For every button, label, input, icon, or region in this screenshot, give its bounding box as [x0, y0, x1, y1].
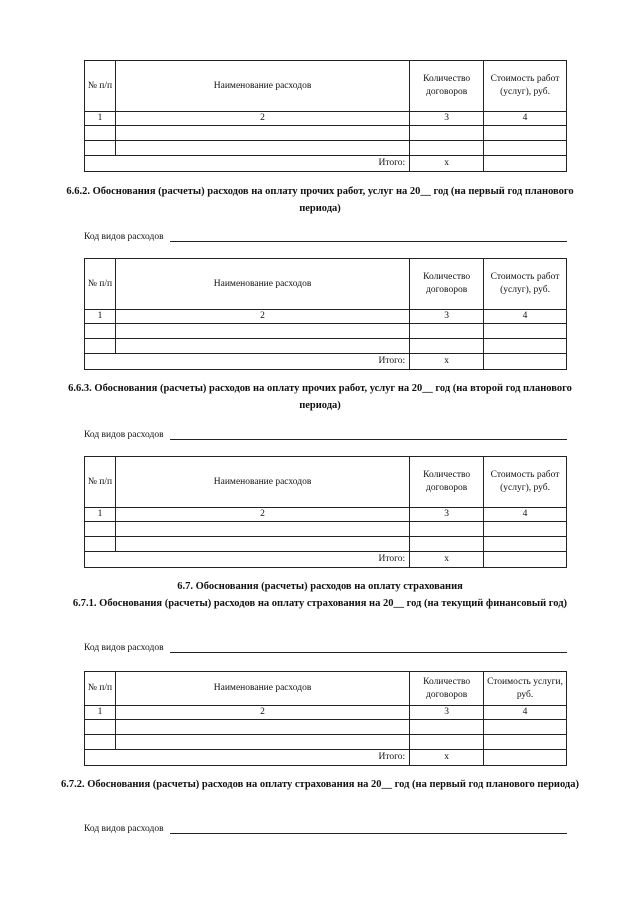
table-row — [85, 536, 567, 551]
col-header-name: Наименование расходов — [115, 672, 409, 706]
expense-code-label: Код видов расходов — [84, 824, 164, 834]
col-header-cost: Стоимость услуги, руб. — [484, 672, 567, 706]
col-number: 2 — [115, 508, 409, 522]
col-number: 4 — [484, 310, 567, 324]
col-header-num: № п/п — [85, 259, 116, 310]
expense-code-label: Код видов расходов — [84, 430, 164, 440]
col-number: 2 — [115, 112, 409, 126]
table-row — [85, 125, 567, 140]
expenses-table-3 — [84, 456, 567, 568]
expenses-table-1 — [84, 60, 567, 172]
total-label: Итого: — [115, 551, 409, 567]
table-row — [85, 521, 567, 536]
col-number: 1 — [85, 508, 116, 522]
total-label: Итого: — [115, 749, 409, 765]
expense-code-field — [84, 824, 164, 834]
section-heading-6-6-2: 6.6.2. Обоснования (расчеты) расходов на оплату прочих работ, услуг на 20__ год (на первый год планового периода) — [66, 186, 574, 214]
col-number: 4 — [484, 508, 567, 522]
col-number: 4 — [484, 706, 567, 720]
col-number: 3 — [410, 310, 484, 324]
total-mark: x — [410, 155, 484, 171]
expense-code-underline — [170, 241, 567, 242]
table-header-row — [85, 61, 567, 112]
table-row — [85, 140, 567, 155]
column-number-row — [85, 310, 567, 324]
expense-code-field — [84, 430, 164, 440]
col-number: 1 — [85, 112, 116, 126]
section-heading-6-7-1: 6.7.1. Обоснования (расчеты) расходов на оплату страхования на 20__ год (на текущий финансовый год) — [72, 598, 568, 609]
total-label: Итого: — [115, 353, 409, 369]
total-label: Итого: — [115, 155, 409, 171]
total-row — [85, 551, 567, 567]
col-number: 1 — [85, 310, 116, 324]
total-row — [85, 749, 567, 765]
expenses-table-4 — [84, 671, 567, 766]
col-number: 4 — [484, 112, 567, 126]
col-header-name: Наименование расходов — [115, 61, 409, 112]
expense-code-underline — [170, 833, 567, 834]
col-header-num: № п/п — [85, 457, 116, 508]
expense-code-underline — [170, 439, 567, 440]
section-heading-6-7: 6.7. Обоснования (расчеты) расходов на оплату страхования — [177, 581, 463, 592]
col-header-count: Количество договоров — [410, 61, 484, 112]
total-mark: x — [410, 551, 484, 567]
column-number-row — [85, 706, 567, 720]
section-heading-6-7-2: 6.7.2. Обоснования (расчеты) расходов на оплату страхования на 20__ год (на первый год планового периода) — [60, 779, 579, 790]
total-mark: x — [410, 749, 484, 765]
total-row — [85, 353, 567, 369]
expense-code-field — [84, 232, 164, 242]
col-header-cost: Стоимость работ (услуг), руб. — [484, 61, 567, 112]
col-header-num: № п/п — [85, 672, 116, 706]
table-header-row — [85, 259, 567, 310]
col-number: 2 — [115, 310, 409, 324]
col-number: 3 — [410, 112, 484, 126]
expense-code-label: Код видов расходов — [84, 643, 164, 653]
expenses-table-2 — [84, 258, 567, 370]
table-header-row — [85, 457, 567, 508]
col-header-count: Количество договоров — [410, 672, 484, 706]
column-number-row — [85, 508, 567, 522]
section-heading-6-6-3: 6.6.3. Обоснования (расчеты) расходов на оплату прочих работ, услуг на 20__ год (на второй год планового периода) — [68, 383, 572, 411]
col-header-cost: Стоимость работ (услуг), руб. — [484, 259, 567, 310]
col-header-cost: Стоимость работ (услуг), руб. — [484, 457, 567, 508]
col-number: 1 — [85, 706, 116, 720]
table-header-row — [85, 672, 567, 706]
col-number: 3 — [410, 706, 484, 720]
col-header-count: Количество договоров — [410, 259, 484, 310]
total-row — [85, 155, 567, 171]
total-mark: x — [410, 353, 484, 369]
table-row — [85, 734, 567, 749]
expense-code-field — [84, 643, 164, 653]
table-row — [85, 338, 567, 353]
table-row — [85, 323, 567, 338]
col-header-count: Количество договоров — [410, 457, 484, 508]
column-number-row — [85, 112, 567, 126]
col-header-name: Наименование расходов — [115, 259, 409, 310]
col-number: 2 — [115, 706, 409, 720]
col-header-name: Наименование расходов — [115, 457, 409, 508]
col-header-num: № п/п — [85, 61, 116, 112]
table-row — [85, 719, 567, 734]
expense-code-label: Код видов расходов — [84, 232, 164, 242]
col-number: 3 — [410, 508, 484, 522]
expense-code-underline — [170, 652, 567, 653]
